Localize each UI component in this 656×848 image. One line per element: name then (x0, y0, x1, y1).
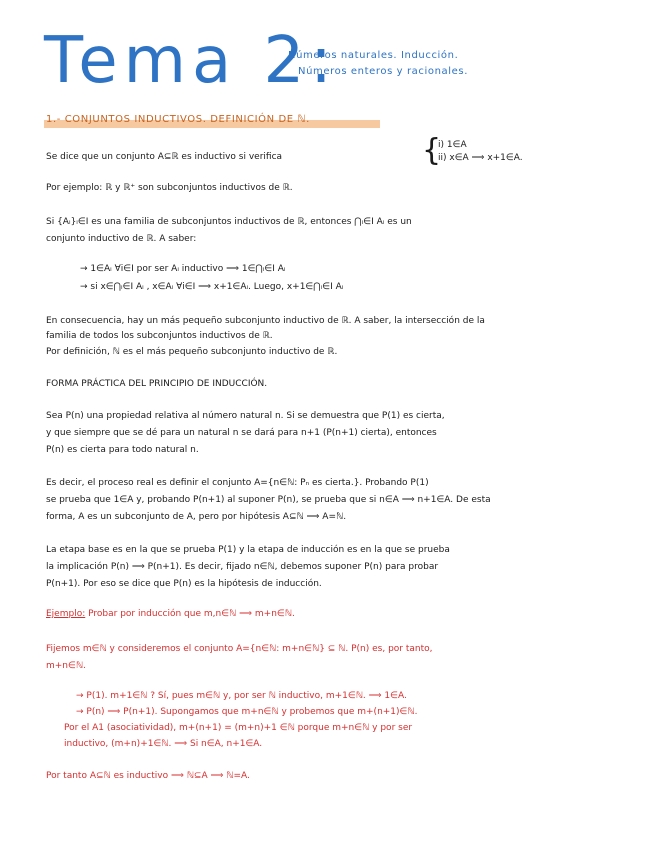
conclusion-line: Por tanto A⊆ℕ es inductivo ⟹ ℕ⊆A ⟹ ℕ=A. (46, 771, 250, 781)
example-inductive: Por ejemplo: ℝ y ℝ⁺ son subconjuntos inductivos de ℝ. (46, 183, 293, 193)
page-title: Tema 2: (44, 24, 338, 98)
consequence-line-2: familia de todos los subconjuntos inductivos de ℝ. (46, 331, 273, 341)
consequence-line-1: En consecuencia, hay un más pequeño subconjunto inductivo de ℝ. A saber, la intersección de la (46, 316, 485, 326)
family-line-2: conjunto inductivo de ℝ. A saber: (46, 234, 197, 244)
definition-condition-2: ii) x∈A ⟹ x+1∈A. (438, 153, 523, 163)
proof-bullet-2: → P(n) ⟹ P(n+1). Supongamos que m+n∈ℕ y probemos que m+(n+1)∈ℕ. (76, 707, 418, 717)
section-heading-1-text: 1.- CONJUNTOS INDUCTIVOS. DEFINICIÓN DE ℕ. (46, 114, 310, 125)
example-statement (46, 608, 295, 621)
family-line-1: Si {Aᵢ}ᵢ∈I es una familia de subconjuntos inductivos de ℝ, entonces ⋂ᵢ∈I Aᵢ es un (46, 217, 412, 227)
definition-line: Se dice que un conjunto A⊆ℝ es inductivo si verifica (46, 152, 283, 162)
proof-bullet-3: Por el A1 (asociatividad), m+(n+1) = (m+n)+1 ∈ℕ porque m+n∈ℕ y por ser (64, 723, 413, 733)
fix-line-1: Fijemos m∈ℕ y consideremos el conjunto A={n∈ℕ: m+n∈ℕ} ⊆ ℕ. P(n) es, por tanto, (46, 644, 433, 654)
paragraph-2-line-1: Es decir, el proceso real es definir el conjunto A={n∈ℕ: Pₙ es cierta.}. Probando P(1) (46, 478, 429, 488)
paragraph-3-line-1: La etapa base es en la que se prueba P(1) y la etapa de inducción es en la que se prueba (46, 545, 450, 555)
brace-symbol: { (422, 133, 442, 168)
subtitle-line-1: Números naturales. Inducción. (288, 50, 459, 61)
example-label: Ejemplo: (46, 609, 86, 619)
paragraph-2-line-3: forma, A es un subconjunto de A, pero por hipótesis A⊆ℕ ⟹ A=ℕ. (46, 512, 347, 522)
paragraph-1-line-1: Sea P(n) una propiedad relativa al número natural n. Si se demuestra que P(1) es cierta, (46, 411, 445, 421)
bullet-intersection-1: → 1∈Aᵢ ∀i∈I por ser Aᵢ inductivo ⟹ 1∈⋂ᵢ∈I Aᵢ (80, 264, 286, 274)
definition-of-n: Por definición, ℕ es el más pequeño subconjunto inductivo de ℝ. (46, 347, 338, 357)
paragraph-3-line-2: la implicación P(n) ⟹ P(n+1). Es decir, fijado n∈ℕ, debemos suponer P(n) para probar (46, 562, 439, 572)
example-text: Probar por inducción que m,n∈ℕ ⟹ m+n∈ℕ. (88, 609, 295, 619)
bullet-intersection-2: → si x∈⋂ᵢ∈I Aᵢ , x∈Aᵢ ∀i∈I ⟹ x+1∈Aᵢ. Luego, x+1∈⋂ᵢ∈I Aᵢ (80, 282, 344, 292)
paragraph-2-line-2: se prueba que 1∈A y, probando P(n+1) al suponer P(n), se prueba que si n∈A ⟹ n+1∈A. De esta (46, 495, 491, 505)
definition-condition-1: i) 1∈A (438, 140, 467, 150)
subtitle-line-2: Números enteros y racionales. (298, 66, 468, 77)
proof-bullet-1: → P(1). m+1∈ℕ ? Sí, pues m∈ℕ y, por ser ℕ inductivo, m+1∈ℕ. ⟹ 1∈A. (76, 691, 407, 701)
paragraph-1-line-2: y que siempre que se dé para un natural n se dará para n+1 (P(n+1) cierta), entonces (46, 428, 437, 438)
proof-bullet-4: inductivo, (m+n)+1∈ℕ. ⟹ Si n∈A, n+1∈A. (64, 739, 263, 749)
paragraph-3-line-3: P(n+1). Por eso se dice que P(n) es la hipótesis de inducción. (46, 579, 322, 589)
paragraph-1-line-3: P(n) es cierta para todo natural n. (46, 445, 199, 455)
fix-line-2: m+n∈ℕ. (46, 661, 86, 671)
section-heading-2: FORMA PRÁCTICA DEL PRINCIPIO DE INDUCCIÓN. (46, 379, 268, 389)
section-heading-1 (46, 114, 310, 125)
